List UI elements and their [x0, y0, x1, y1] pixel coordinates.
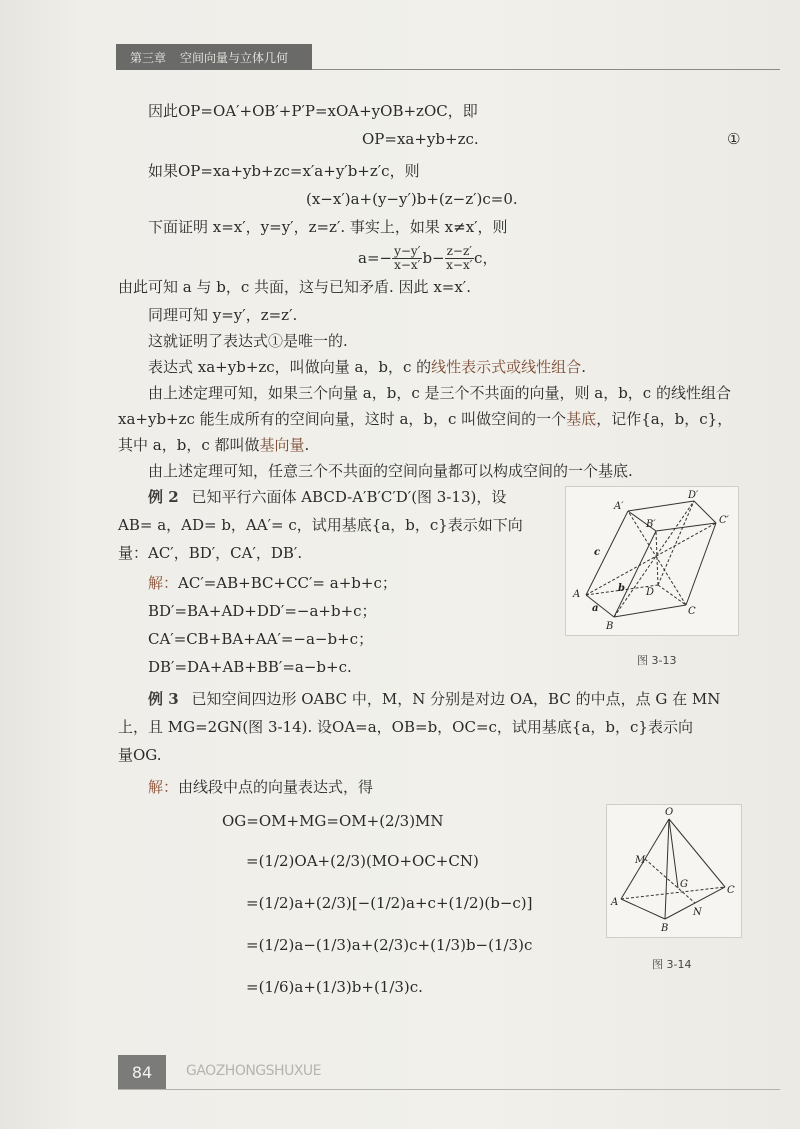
page-number: 84 — [118, 1055, 166, 1089]
label-G: G — [680, 879, 688, 890]
text-span: 表达式 xa+yb+zc，叫做向量 a，b，c 的 — [148, 358, 432, 376]
footer-series-title: GAOZHONGSHUXUE — [186, 1063, 322, 1079]
solution-label: 解： — [148, 778, 179, 796]
label-B1: B′ — [646, 519, 656, 530]
text-line: 由此可知 a 与 b，c 共面，这与已知矛盾. 因此 x=x′. — [118, 278, 471, 296]
text-span: ，记作{a，b，c}， — [596, 410, 733, 428]
figure-3-14 — [606, 804, 742, 938]
edge-BC — [614, 605, 686, 617]
term-highlight: 基底 — [566, 410, 597, 428]
edge-DD1 — [658, 501, 694, 585]
derivation-step: =(1/2)a+(2/3)[−(1/2)a+c+(1/2)(b−c)] — [246, 894, 533, 912]
derivation-step: =(1/6)a+(1/3)b+(1/3)c. — [246, 978, 423, 996]
edge-OC — [669, 819, 725, 887]
label-O: O — [665, 807, 674, 818]
vector-OG — [669, 819, 678, 888]
label-A: A — [573, 589, 581, 600]
diag-AC1 — [586, 523, 716, 595]
fraction-numerator: y−y′ — [394, 243, 421, 258]
text-line: 上，且 MG=2GN(图 3-14). 设OA=a，OB=b，OC=c，试用基底{a，b，c}表示向 — [118, 718, 693, 736]
example-label: 例 2 — [148, 488, 179, 506]
text-span: . — [304, 436, 310, 454]
equation: (x−x′)a+(y−y′)b+(z−z′)c=0. — [306, 190, 518, 208]
fraction-denominator: x−x′ — [446, 257, 473, 272]
eq-suffix: c， — [474, 249, 498, 267]
label-a: a — [592, 603, 599, 614]
text-line: 如果OP=xa+yb+zc=x′a+y′b+z′c，则 — [148, 162, 420, 180]
fraction-denominator: x−x′ — [394, 257, 421, 272]
figure-3-13 — [565, 486, 739, 636]
header-rule — [312, 69, 780, 70]
edge-D1C1 — [694, 501, 716, 523]
label-D: D — [646, 587, 655, 598]
label-B: B — [606, 621, 614, 632]
edge-CC1 — [686, 523, 716, 605]
solution-line: CA′=CB+BA+AA′=−a−b+c； — [148, 630, 374, 648]
edge-BB1 — [614, 531, 656, 617]
text-line: 量：AC′，BD′，CA′，DB′. — [118, 544, 303, 562]
label-N: N — [693, 907, 702, 918]
fraction — [445, 245, 474, 272]
text-span: . — [581, 358, 586, 376]
edge-DC — [658, 585, 686, 605]
fraction — [392, 245, 422, 272]
solution-label: 解： — [148, 574, 179, 592]
solution-line — [148, 572, 397, 594]
term-highlight: 基向量 — [259, 436, 305, 454]
text-line: 这就证明了表达式①是唯一的. — [148, 332, 348, 350]
solution-line: DB′=DA+AB+BB′=a−b+c. — [148, 658, 352, 676]
diag-DB1 — [656, 531, 658, 585]
example-2-heading — [148, 486, 506, 508]
derivation-step: OG=OM+MG=OM+(2/3)MN — [222, 812, 444, 830]
text-span: 已知空间四边形 OABC 中，M，N 分别是对边 OA，BC 的中点，点 G 在 MN — [191, 690, 721, 708]
text-line — [118, 434, 309, 456]
text-line: 下面证明 x=x′，y=y′，z=z′. 事实上，如果 x≠x′，则 — [148, 218, 508, 236]
chapter-title: 空间向量与立体几何 — [180, 50, 289, 65]
figure-caption: 图 3-14 — [652, 958, 692, 971]
chapter-number: 第三章 — [130, 50, 167, 65]
example-label: 例 3 — [148, 690, 179, 708]
text-line: 同理可知 y=y′，z=z′. — [148, 306, 298, 324]
label-C1: C′ — [719, 515, 729, 526]
example-3-heading — [148, 688, 720, 710]
figure-caption: 图 3-13 — [637, 654, 677, 667]
edge-AB — [621, 899, 665, 919]
label-B: B — [661, 923, 669, 934]
solution-line — [148, 776, 373, 798]
equation-fraction — [358, 238, 497, 278]
derivation-step: =(1/2)a−(1/3)a+(2/3)c+(1/3)b−(1/3)c — [246, 936, 533, 954]
tetrahedron-diagram — [607, 805, 741, 937]
label-C: C — [688, 606, 696, 617]
text-line — [118, 408, 732, 430]
label-b: b — [618, 583, 625, 594]
text-span: 其中 a，b，c 都叫做 — [118, 436, 260, 454]
edge-A1D1 — [628, 501, 694, 511]
text-span: 已知平行六面体 ABCD-A′B′C′D′(图 3-13)，设 — [191, 488, 507, 506]
edge-B1C1 — [656, 523, 716, 531]
label-M: M — [635, 855, 646, 866]
label-c: c — [594, 547, 601, 558]
text-line: 量OG. — [118, 746, 162, 764]
term-highlight: 线性表示式或线性组合 — [431, 358, 582, 376]
chapter-header — [116, 44, 312, 70]
text-line: AB= a，AD= b，AA′= c，试用基底{a，b，c}表示如下向 — [118, 516, 523, 534]
text-line: 因此OP=OA′+OB′+P′P=xOA+yOB+zOC，即 — [148, 102, 478, 120]
equation-1: OP=xa+yb+zc. — [362, 130, 479, 148]
eq-middle: b− — [422, 249, 445, 267]
label-C: C — [727, 885, 735, 896]
label-A1: A′ — [614, 501, 624, 512]
text-span: xa+yb+zc 能生成所有的空间向量，这时 a，b，c 叫做空间的一个 — [118, 410, 567, 428]
equation-marker: ① — [727, 130, 741, 148]
text-line: 由上述定理可知，任意三个不共面的空间向量都可以构成空间的一个基底. — [148, 462, 633, 480]
derivation-step: =(1/2)OA+(2/3)(MO+OC+CN) — [246, 852, 479, 870]
footer-rule — [118, 1089, 780, 1090]
edge-AB — [586, 595, 614, 617]
parallelepiped-diagram — [566, 487, 738, 635]
text-line: 由上述定理可知，如果三个向量 a，b，c 是三个不共面的向量，则 a，b，c 的线性组合 — [148, 384, 731, 402]
text-span: AC′=AB+BC+CC′= a+b+c； — [178, 574, 397, 592]
edge-OB — [665, 819, 669, 919]
eq-prefix: a=− — [358, 249, 393, 267]
label-D1: D′ — [688, 490, 699, 501]
fraction-numerator: z−z′ — [446, 243, 473, 258]
label-A: A — [611, 897, 619, 908]
text-span: 由线段中点的向量表达式，得 — [178, 778, 374, 796]
solution-line: BD′=BA+AD+DD′=−a+b+c； — [148, 602, 377, 620]
edge-AC — [621, 887, 725, 899]
text-line — [148, 356, 586, 378]
